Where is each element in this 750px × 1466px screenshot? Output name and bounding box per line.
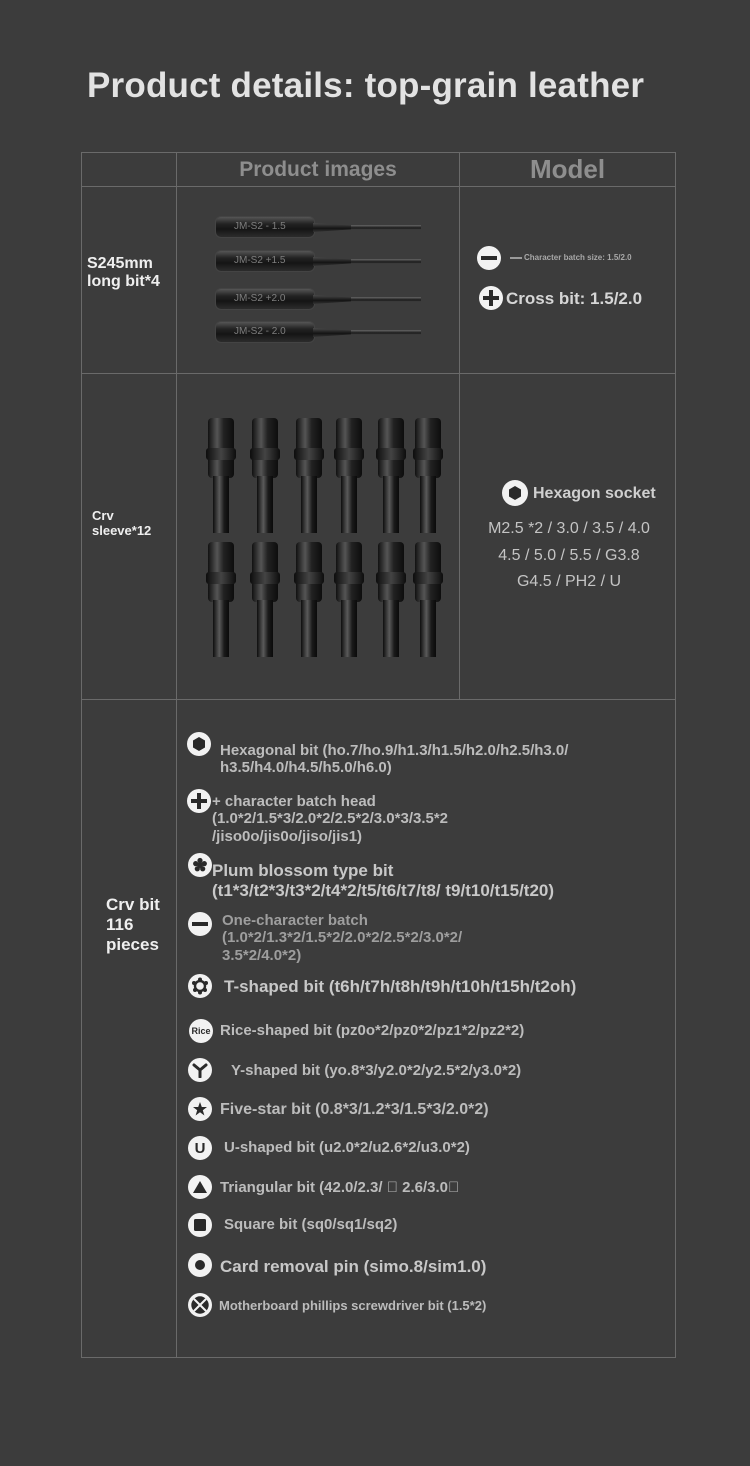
socket-image xyxy=(252,542,278,657)
square-bit-text: Square bit (sq0/sq1/sq2) xyxy=(224,1216,398,1233)
row-divider xyxy=(82,699,675,700)
dash-mark xyxy=(510,257,522,259)
model-value: : 1.5/2.0 xyxy=(602,253,632,262)
socket-image xyxy=(296,418,322,533)
item-line: (t1*3/t2*3/t3*2/t4*2/t5/t6/t7/t8/ t9/t10/t15/t20) xyxy=(212,880,555,900)
rice-shaped-bit-text: Rice-shaped bit (pz0o*2/pz0*2/pz1*2/pz2*2) xyxy=(220,1022,525,1039)
bit-engraving: JM-S2 +2.0 xyxy=(234,293,286,304)
rice-icon: Rice xyxy=(189,1019,213,1043)
plum-blossom-text xyxy=(212,861,554,900)
socket-image xyxy=(296,542,322,657)
item-line: 3.5*2/4.0*2) xyxy=(222,946,302,964)
socket-image xyxy=(336,542,362,657)
item-line: Hexagonal bit (ho.7/ho.9/h1.3/h1.5/h2.0/h2.5/h3.0/ xyxy=(220,742,569,759)
item-line: /jiso0o/jis0o/jiso/jis1) xyxy=(212,827,363,845)
socket-image xyxy=(378,542,404,657)
t-shaped-icon xyxy=(188,974,212,998)
long-bit-image xyxy=(215,288,425,310)
cross-icon xyxy=(187,789,211,813)
cross-batch-head-text xyxy=(212,793,448,845)
cross-icon xyxy=(479,286,503,310)
motherboard-phillips-text: Motherboard phillips screwdriver bit (1.5*2) xyxy=(219,1298,487,1313)
model-label: Character batch size xyxy=(524,253,603,262)
bit-engraving: JM-S2 - 2.0 xyxy=(234,326,286,337)
bit-engraving: JM-S2 +1.5 xyxy=(234,255,286,266)
y-shaped-bit-text: Y-shaped bit (yo.8*3/y2.0*2/y2.5*2/y3.0*2) xyxy=(231,1062,522,1079)
long-bit-image xyxy=(215,216,425,238)
hexagon-icon xyxy=(502,480,528,506)
t-shaped-bit-text: T-shaped bit (t6h/t7h/t8h/t9h/t10h/t15h/t2oh) xyxy=(224,977,577,996)
plum-blossom-icon xyxy=(188,853,212,877)
row-label-long-bit xyxy=(87,255,160,292)
square-icon xyxy=(188,1213,212,1237)
item-line: (1.0*2/1.3*2/1.5*2/2.0*2/2.5*2/3.0*2/ xyxy=(222,929,463,947)
header-product-images: Product images xyxy=(239,157,397,181)
column-divider xyxy=(176,153,177,1357)
socket-image xyxy=(336,418,362,533)
hexagonal-bit-text xyxy=(220,742,568,777)
row-label-line: sleeve*12 xyxy=(92,522,152,538)
hexagon-socket-title: Hexagon socket xyxy=(533,485,656,502)
socket-image xyxy=(415,542,441,657)
item-line: h3.5/h4.0/h4.5/h5.0/h6.0) xyxy=(220,759,392,777)
character-batch-size xyxy=(524,253,632,262)
u-shaped-icon: U xyxy=(188,1136,212,1160)
row-label-crv-bit xyxy=(106,895,160,955)
triangle-icon xyxy=(188,1175,212,1199)
socket-sizes-line: M2.5 *2 / 3.0 / 3.5 / 4.0 xyxy=(488,520,650,537)
item-line: Plum blossom type bit xyxy=(212,861,394,880)
row-label-line: pieces xyxy=(106,935,159,955)
socket-sizes-line: 4.5 / 5.0 / 5.5 / G3.8 xyxy=(498,547,640,564)
row-label-line: long bit*4 xyxy=(87,273,160,291)
one-character-batch-text xyxy=(222,912,462,964)
five-star-bit-text: Five-star bit (0.8*3/1.2*3/1.5*3/2.0*2) xyxy=(220,1101,489,1118)
five-star-icon xyxy=(188,1097,212,1121)
socket-image xyxy=(208,418,234,533)
row-divider xyxy=(82,373,675,374)
minus-icon xyxy=(188,912,212,936)
row-label-line: S245mm xyxy=(87,255,153,272)
row-label-sleeve xyxy=(92,509,151,539)
socket-image xyxy=(208,542,234,657)
item-line: + character batch head xyxy=(212,793,376,810)
header-model: Model xyxy=(529,154,606,184)
row-label-line: Crv bit xyxy=(106,895,160,914)
long-bit-image xyxy=(215,250,425,272)
minus-icon xyxy=(477,246,501,270)
socket-sizes-line: G4.5 / PH2 / U xyxy=(516,573,622,590)
column-divider xyxy=(459,153,460,699)
page-title: Product details: top-grain leather xyxy=(87,66,645,105)
circle-pin-icon xyxy=(188,1253,212,1277)
row-label-line: Crv xyxy=(92,508,114,523)
long-bit-image xyxy=(215,321,425,343)
card-removal-pin-text: Card removal pin (simo.8/sim1.0) xyxy=(220,1257,487,1276)
item-line: (1.0*2/1.5*3/2.0*2/2.5*2/3.0*3/3.5*2 xyxy=(212,810,449,828)
y-shaped-icon xyxy=(188,1058,212,1082)
u-shaped-bit-text: U-shaped bit (u2.0*2/u2.6*2/u3.0*2) xyxy=(224,1139,470,1156)
cross-bit-sizes: Cross bit: 1.5/2.0 xyxy=(506,289,643,308)
motherboard-phillips-icon xyxy=(188,1293,212,1317)
row-label-line: 116 xyxy=(106,915,134,935)
row-divider xyxy=(82,186,675,187)
socket-image xyxy=(378,418,404,533)
socket-image xyxy=(415,418,441,533)
socket-image xyxy=(252,418,278,533)
item-line: One-character batch xyxy=(222,912,368,929)
triangular-bit-text: Triangular bit (42.0/2.3/   2.6/3.0  xyxy=(220,1179,460,1196)
hexagon-icon xyxy=(187,732,211,756)
bit-engraving: JM-S2 - 1.5 xyxy=(234,221,286,232)
